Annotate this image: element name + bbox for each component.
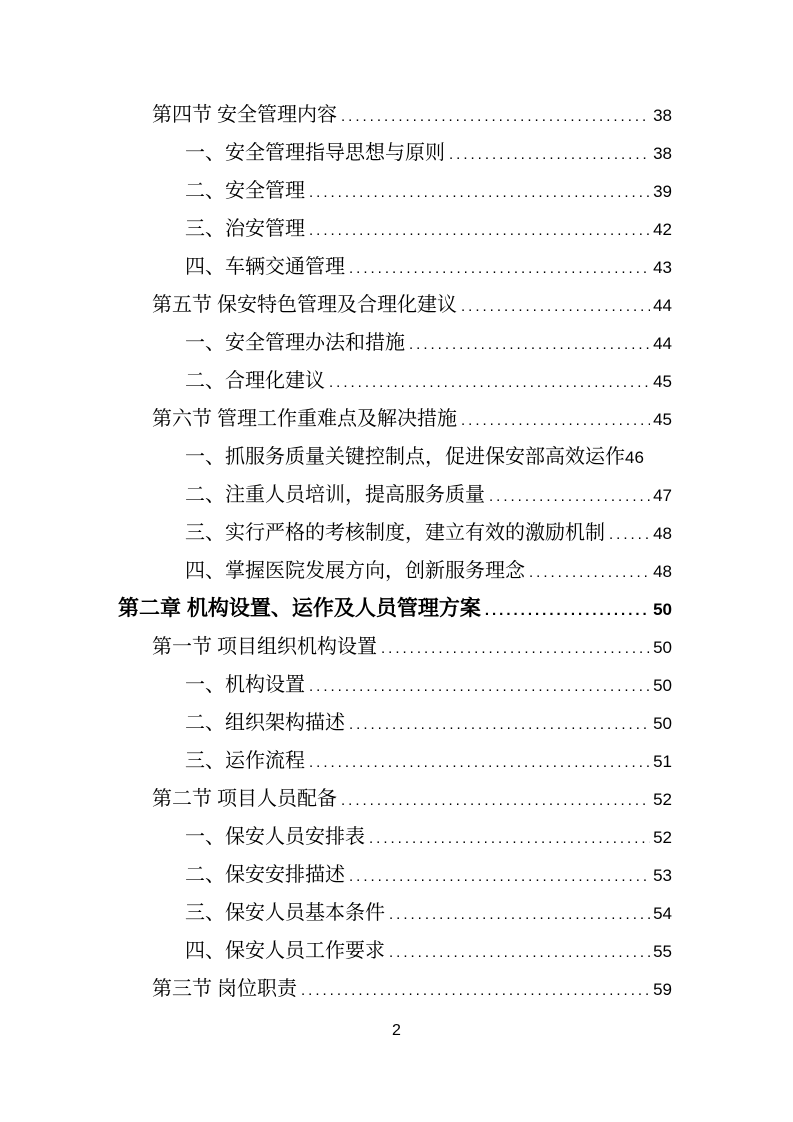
toc-dot-leader [609,516,650,554]
toc-entry-page: 48 [653,524,672,543]
toc-dot-leader [389,896,650,934]
toc-entry[interactable] [152,970,672,1008]
toc-entry-page: 39 [653,182,672,201]
toc-entry-page: 38 [653,106,672,125]
toc-entry-page: 45 [653,410,672,429]
toc-entry-page: 50 [653,638,672,657]
toc-entry[interactable] [152,286,672,324]
toc-entry-page: 55 [653,942,672,961]
toc-dot-leader [381,630,650,668]
toc-dot-leader [301,972,650,1010]
toc-entry[interactable] [185,514,672,552]
toc-entry[interactable] [185,818,672,856]
toc-entry[interactable] [185,742,672,780]
toc-entry[interactable] [118,590,672,628]
toc-dot-leader [409,326,650,364]
toc-entry[interactable] [185,856,672,894]
toc-entry-title: 二、合理化建议 [185,370,325,392]
toc-entry-page: 45 [653,372,672,391]
page-footer [0,1022,793,1040]
toc-entry-title: 第一节 项目组织机构设置 [152,636,377,658]
toc-entry-title: 第二章 机构设置、运作及人员管理方案 [118,597,481,620]
toc-entry-page: 46 [625,448,644,467]
toc-entry-title: 二、保安安排描述 [185,864,345,886]
toc-entry[interactable] [185,704,672,742]
toc-entry-title: 四、掌握医院发展方向，创新服务理念 [185,560,525,582]
toc-entry[interactable] [185,438,672,476]
toc-entry-title: 一、安全管理办法和措施 [185,332,405,354]
toc-dot-leader [341,782,650,820]
toc-entry[interactable] [185,172,672,210]
toc-dot-leader [485,592,650,630]
toc-dot-leader [341,98,650,136]
toc-dot-leader [529,554,650,592]
toc-entry-title: 第四节 安全管理内容 [152,104,337,126]
toc-entry-title: 第三节 岗位职责 [152,978,297,1000]
toc-entry[interactable] [185,552,672,590]
toc-entry-page: 44 [653,296,672,315]
toc-entry[interactable] [185,248,672,286]
toc-entry[interactable] [185,932,672,970]
toc-dot-leader [309,174,650,212]
toc-entry-title: 一、机构设置 [185,674,305,696]
toc-entry-page: 50 [653,600,672,619]
toc-dot-leader [329,364,650,402]
toc-entry-page: 44 [653,334,672,353]
toc-dot-leader [349,706,650,744]
toc-dot-leader [309,744,650,782]
toc-dot-leader [349,250,650,288]
toc-entry-title: 四、车辆交通管理 [185,256,345,278]
toc-dot-leader [369,820,650,858]
toc-entry-title: 二、注重人员培训，提高服务质量 [185,484,485,506]
toc-entry-page: 38 [653,144,672,163]
toc-dot-leader [309,668,650,706]
toc-entry-page: 59 [653,980,672,999]
toc-entry-title: 第二节 项目人员配备 [152,788,337,810]
toc-entry-title: 二、安全管理 [185,180,305,202]
toc-entry-title: 第六节 管理工作重难点及解决措施 [152,408,457,430]
toc-entry[interactable] [185,666,672,704]
toc-entry-title: 三、治安管理 [185,218,305,240]
toc-entry-page: 52 [653,828,672,847]
toc-entry[interactable] [152,96,672,134]
toc-entry[interactable] [185,362,672,400]
toc-entry-title: 一、抓服务质量关键控制点，促进保安部高效运作 [185,446,625,468]
toc-entry[interactable] [185,134,672,172]
toc-entry[interactable] [185,324,672,362]
toc-dot-leader [489,478,650,516]
toc-entry-title: 一、安全管理指导思想与原则 [185,142,445,164]
toc-entry-title: 二、组织架构描述 [185,712,345,734]
toc-entry-page: 54 [653,904,672,923]
page-number: 2 [392,1022,401,1039]
toc-entry[interactable] [152,400,672,438]
toc-dot-leader [389,934,650,972]
toc-entry[interactable] [185,210,672,248]
toc-entry-page: 50 [653,714,672,733]
toc-entry-page: 53 [653,866,672,885]
toc-dot-leader [461,402,650,440]
toc-entry-title: 三、保安人员基本条件 [185,902,385,924]
toc-entry-title: 三、运作流程 [185,750,305,772]
toc-entry[interactable] [152,628,672,666]
toc-entry-page: 51 [653,752,672,771]
toc-dot-leader [461,288,650,326]
toc-entry-page: 52 [653,790,672,809]
toc-entry[interactable] [185,476,672,514]
toc-entry-title: 四、保安人员工作要求 [185,940,385,962]
toc-entry-page: 43 [653,258,672,277]
toc-entry-page: 50 [653,676,672,695]
toc-entry[interactable] [185,894,672,932]
toc-entry-page: 42 [653,220,672,239]
toc-entry-title: 第五节 保安特色管理及合理化建议 [152,294,457,316]
table-of-contents [118,96,672,1008]
toc-entry-title: 一、保安人员安排表 [185,826,365,848]
toc-dot-leader [349,858,650,896]
toc-entry-page: 48 [653,562,672,581]
toc-entry-title: 三、实行严格的考核制度，建立有效的激励机制 [185,522,605,544]
toc-dot-leader [449,136,650,174]
toc-entry[interactable] [152,780,672,818]
toc-entry-page: 47 [653,486,672,505]
toc-dot-leader [309,212,650,250]
